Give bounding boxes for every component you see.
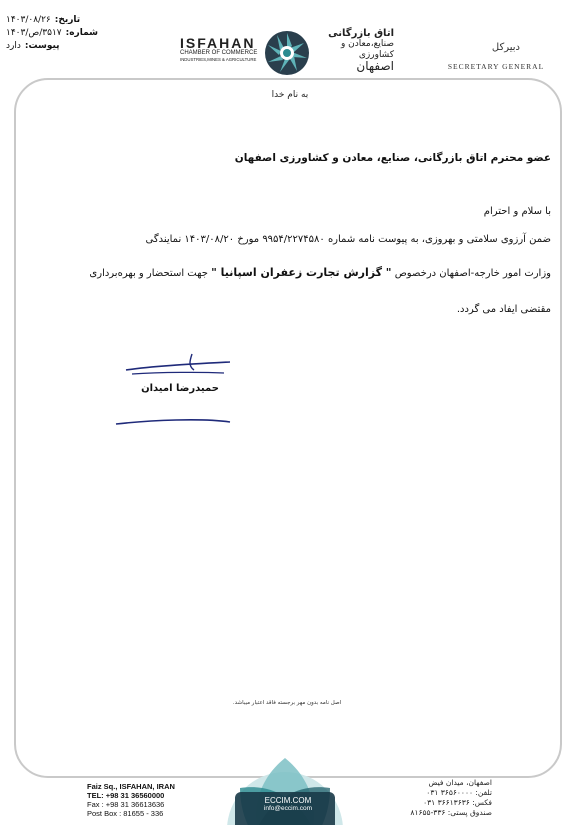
- attachment-row: [6, 40, 101, 53]
- footer-email[interactable]: info@eccim.com: [263, 805, 313, 812]
- number-label: شماره:: [65, 28, 98, 38]
- date-row: [6, 14, 101, 27]
- number-value: ۳۵۱۷/ص/۱۴۰۳: [6, 28, 62, 38]
- basmala: به نام خدا: [271, 90, 309, 100]
- attachment-label: پیوست:: [24, 41, 60, 51]
- logo-fa-line1: اتاق بازرگانی: [328, 28, 394, 39]
- validity-footnote: اصل نامه بدون مهر برجسته فاقد اعتبار میباشد.: [232, 700, 342, 706]
- letter-meta: [6, 14, 101, 53]
- footer-address-en: Faiz Sq., ISFAHAN, IRAN: [87, 782, 175, 791]
- chamber-emblem-icon: [262, 28, 312, 78]
- logo-fa-line3: اصفهان: [356, 59, 394, 73]
- logo-en-line2: INDUSTRIES,MINES & AGRICULTURE: [180, 57, 257, 62]
- logo-en-title: ISFAHAN: [180, 35, 256, 51]
- logo-english: [180, 36, 270, 63]
- footer-web: [248, 796, 328, 813]
- letter-frame: [14, 78, 562, 778]
- para2-before: وزارت امور خارجه-اصفهان درخصوص: [394, 268, 551, 279]
- footer-address-fa: اصفهان، میدان فیض: [428, 778, 492, 787]
- footer-tel-fa: تلفن: ۳۶۵۶۰۰۰۰ ۰۳۱: [426, 788, 492, 797]
- number-row: [6, 27, 101, 40]
- footer-contact-en: [87, 782, 197, 818]
- report-title: " گزارش تجارت زعفران اسپانیا ": [211, 266, 392, 279]
- body-paragraph-2: [51, 266, 551, 279]
- footer-tel-en: TEL: +98 31 36560000: [87, 791, 165, 800]
- attachment-value: دارد: [6, 41, 21, 51]
- footer-pobox-en: Post Box : 81655 - 336: [87, 809, 164, 818]
- secretary-general-fa: دبیرکل: [491, 42, 520, 53]
- footer-emblem-graphic: [200, 748, 370, 825]
- logo-fa-line2: صنایع،معادن و کشاورزی: [340, 39, 394, 60]
- footer-pobox-fa: صندوق پستی: ۳۳۶-۸۱۶۵۵: [410, 808, 492, 817]
- greeting: با سلام و احترام: [483, 206, 551, 217]
- date-value: ۱۴۰۳/۰۸/۲۶: [6, 15, 51, 25]
- body-paragraph-1: ضمن آرزوی سلامتی و بهروزی، به پیوست نامه شماره ۹۹۵۴/۲۲۷۴۵۸۰ مورخ ۱۴۰۳/۰۸/۲۰ نمایندگی: [145, 234, 551, 245]
- secretary-general-en: SECRETARY GENERAL: [447, 62, 545, 71]
- footer-fax-fa: فکس: ۳۶۶۱۳۶۳۶ ۰۳۱: [423, 798, 492, 807]
- logo-farsi: [312, 28, 394, 72]
- footer-website[interactable]: ECCIM.COM: [264, 796, 312, 805]
- logo-en-line1: CHAMBER OF COMMERCE: [180, 50, 258, 56]
- footer-fax-en: Fax : +98 31 36613636: [87, 800, 165, 809]
- recipient: عضو محترم اتاق بازرگانی، صنایع، معادن و کشاورزی اصفهان: [234, 152, 551, 164]
- para2-after: جهت استحضار و بهره‌برداری: [89, 268, 208, 279]
- signer-name: حمیدرضا امیدان: [141, 383, 219, 394]
- footer-contact-fa: [402, 778, 492, 818]
- body-paragraph-3: مقتضی ایفاد می گردد.: [456, 304, 551, 315]
- date-label: تاریخ:: [54, 15, 81, 25]
